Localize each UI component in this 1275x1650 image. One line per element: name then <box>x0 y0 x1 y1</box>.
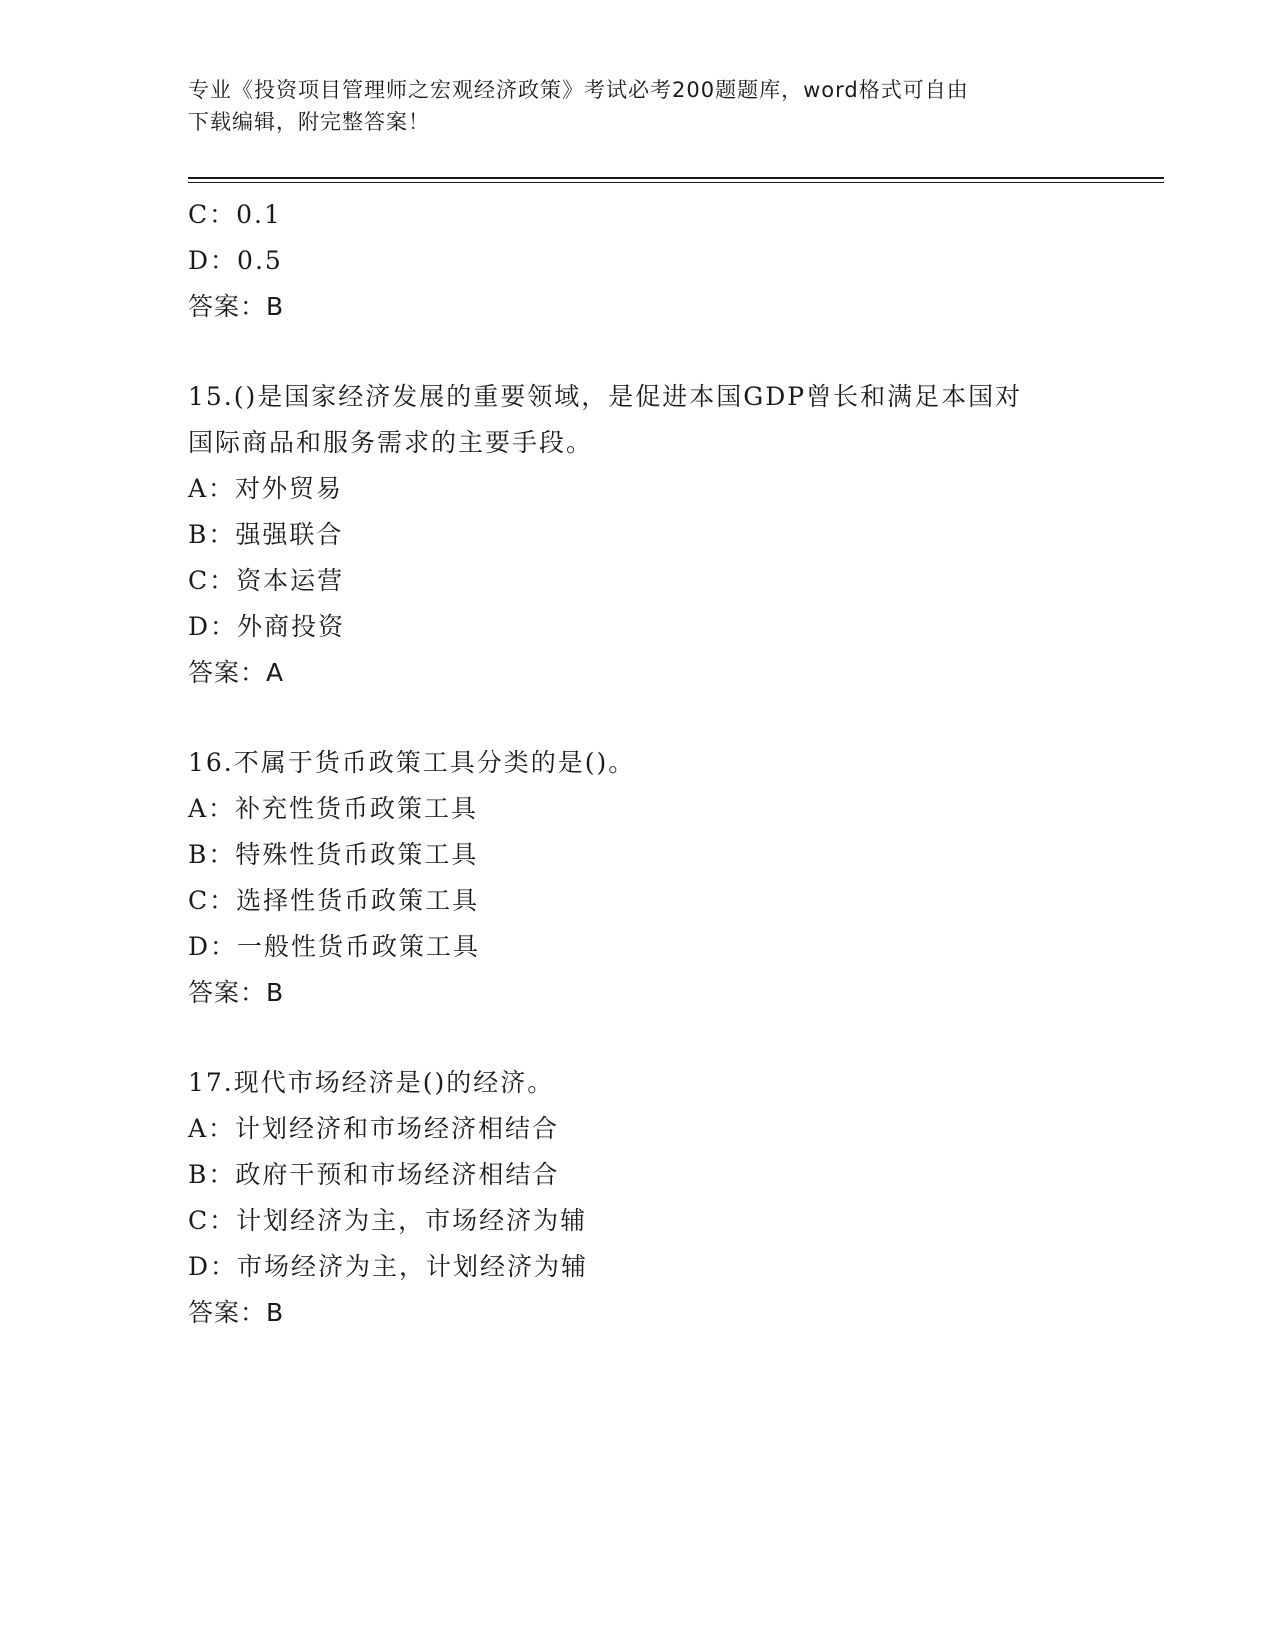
option-b: B：特殊性货币政策工具 <box>188 840 479 869</box>
document-body <box>188 192 1088 1336</box>
question-stem-continued: 国际商品和服务需求的主要手段。 <box>188 428 594 457</box>
header-divider-thick <box>188 177 1164 179</box>
question-stem: 16.不属于货币政策工具分类的是()。 <box>188 748 636 777</box>
question-stem: 17.现代市场经济是()的经济。 <box>188 1068 555 1097</box>
question-17 <box>188 1060 1088 1336</box>
header-line-1: 专业《投资项目管理师之宏观经济政策》考试必考200题题库，word格式可自由 <box>188 78 969 102</box>
option-c: C：资本运营 <box>188 566 345 595</box>
option-c: C：0.1 <box>188 200 282 229</box>
option-c: C：计划经济为主，市场经济为辅 <box>188 1206 588 1235</box>
answer-line: 答案：B <box>188 292 285 321</box>
option-c: C：选择性货币政策工具 <box>188 886 480 915</box>
option-a: A：对外贸易 <box>188 474 344 503</box>
header-divider-thin <box>188 182 1164 183</box>
document-header <box>188 74 1088 138</box>
question-15 <box>188 374 1088 696</box>
answer-line: 答案：B <box>188 1298 285 1327</box>
option-d: D：0.5 <box>188 246 283 275</box>
answer-line: 答案：A <box>188 658 285 687</box>
option-d: D：一般性货币政策工具 <box>188 932 481 961</box>
question-16 <box>188 740 1088 1016</box>
answer-line: 答案：B <box>188 978 285 1007</box>
question-14-tail <box>188 192 1088 330</box>
header-line-2: 下载编辑，附完整答案！ <box>188 110 430 134</box>
option-a: A：补充性货币政策工具 <box>188 794 479 823</box>
option-d: D：外商投资 <box>188 612 346 641</box>
option-b: B：强强联合 <box>188 520 344 549</box>
option-d: D：市场经济为主，计划经济为辅 <box>188 1252 589 1281</box>
question-stem: 15.()是国家经济发展的重要领域，是促进本国GDP曾长和满足本国对 <box>188 382 1023 411</box>
option-b: B：政府干预和市场经济相结合 <box>188 1160 560 1189</box>
option-a: A：计划经济和市场经济相结合 <box>188 1114 560 1143</box>
